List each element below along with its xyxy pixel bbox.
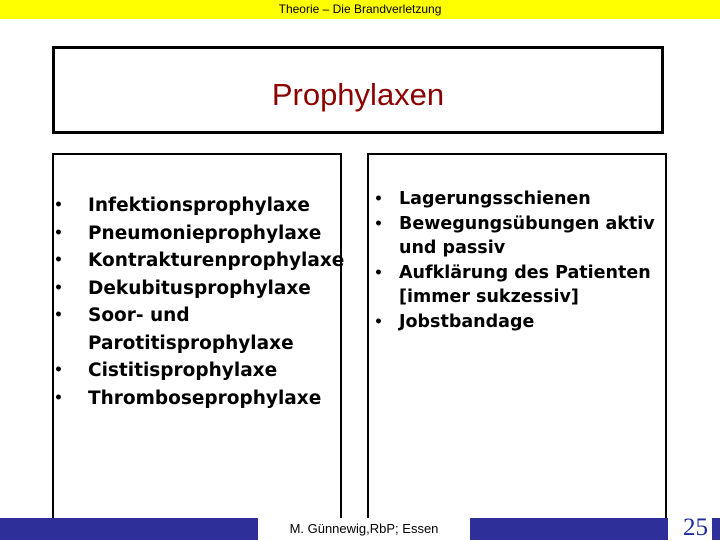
- bullet-icon: •: [374, 215, 383, 232]
- title-box: [52, 46, 664, 134]
- bullet-icon: •: [54, 279, 63, 296]
- bullet-icon: •: [54, 224, 63, 241]
- list-item: • Cistitisprophylaxe: [52, 357, 352, 385]
- left-bullet-list: [52, 192, 352, 412]
- slide-title: Prophylaxen: [271, 77, 445, 112]
- right-bullet-list: [374, 187, 674, 334]
- list-item: • Soor- und Parotitisprophylaxe: [52, 302, 352, 357]
- bullet-icon: •: [54, 197, 63, 213]
- bullet-icon: •: [374, 264, 383, 281]
- list-item: • Infektionsprophylaxe: [52, 192, 352, 220]
- list-item: • Jobstbandage: [374, 310, 674, 335]
- bullet-icon: •: [54, 252, 63, 268]
- bullet-icon: •: [54, 307, 63, 323]
- list-item: • Dekubitusprophylaxe: [52, 275, 352, 303]
- author-caption: M. Günnewig,RbP; Essen: [258, 518, 470, 540]
- bullet-icon: •: [374, 191, 383, 207]
- top-banner: [0, 0, 720, 19]
- list-item: • Thromboseprophylaxe: [52, 385, 352, 413]
- list-item: • Kontrakturenprophylaxe: [52, 247, 352, 275]
- list-item: • Bewegungsübungen aktiv und passiv: [374, 213, 655, 258]
- banner-text: Theorie – Die Brandverletzung: [278, 2, 442, 16]
- footer-bar: [0, 514, 720, 541]
- page-number: 25: [668, 516, 712, 540]
- bullet-icon: •: [54, 362, 63, 378]
- list-item: • Pneumonieprophylaxe: [52, 220, 352, 248]
- list-item: • Aufklärung des Patienten [immer sukzessiv]: [374, 262, 651, 307]
- list-item: • Lagerungsschienen: [374, 187, 674, 212]
- bullet-icon: •: [374, 313, 383, 330]
- bullet-icon: •: [54, 389, 63, 406]
